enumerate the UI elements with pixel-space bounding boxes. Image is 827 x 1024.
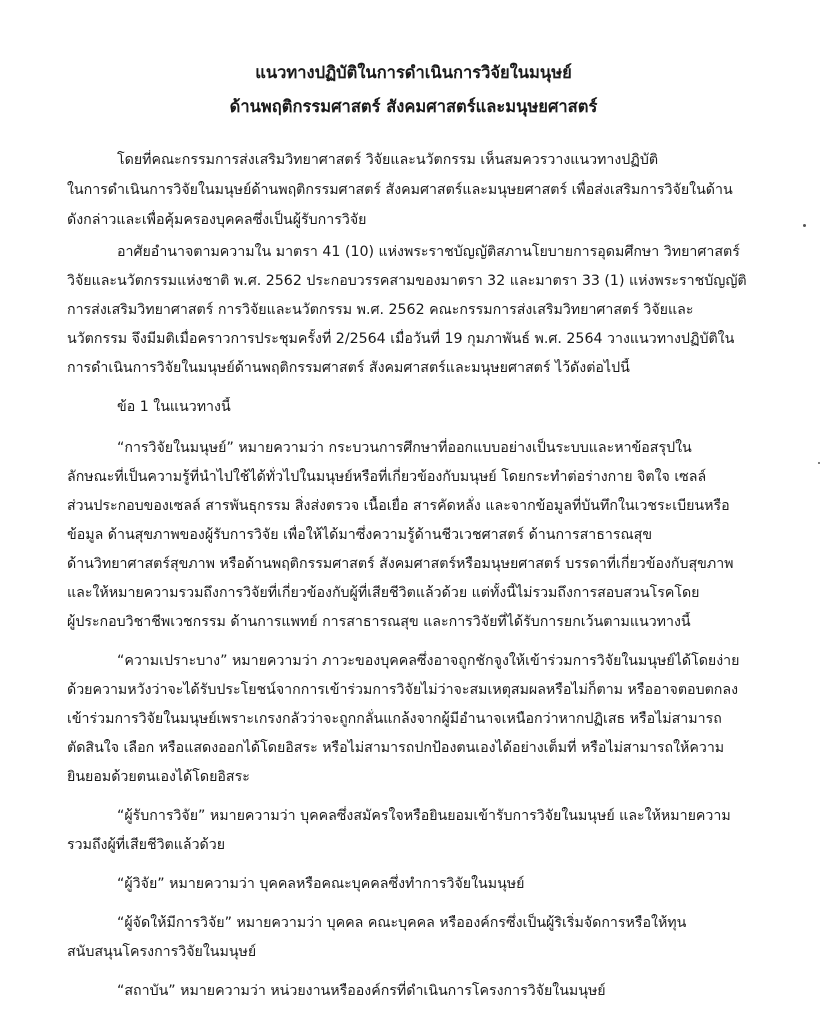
definition-line: “ผู้รับการวิจัย” หมายความว่า บุคคลซึ่งสมัครใจหรือยินยอมเข้ารับการวิจัยในมนุษย์ และให้หมายความ <box>117 808 731 824</box>
definition-line: รวมถึงผู้ที่เสียชีวิตแล้วด้วย <box>67 837 226 853</box>
definition-line: และให้หมายความรวมถึงการวิจัยที่เกี่ยวข้องกับผู้ที่เสียชีวิตแล้วด้วย แต่ทั้งนี้ไม่รวมถึงการสอบสวนโรคโดย <box>67 585 700 601</box>
paragraph-line: การดำเนินการวิจัยในมนุษย์ด้านพฤติกรรมศาสตร์ สังคมศาสตร์และมนุษยศาสตร์ ไว้ดังต่อไปนี้ <box>67 360 630 376</box>
definition-line: ข้อมูล ด้านสุขภาพของผู้รับการวิจัย เพื่อให้ได้มาซึ่งความรู้ด้านชีวเวชศาสตร์ ด้านการสาธารณสุข <box>67 527 653 543</box>
definition-line: ด้านวิทยาศาสตร์สุขภาพ หรือด้านพฤติกรรมศาสตร์ สังคมศาสตร์หรือมนุษยศาสตร์ บรรดาที่เกี่ยวข้องกับสุขภาพ <box>67 556 734 572</box>
definition-line: ส่วนประกอบของเซลล์ สารพันธุกรรม สิ่งส่งตรวจ เนื้อเยื่อ สารคัดหลั่ง และจากข้อมูลที่บันทึกในเวชระเบียนหรือ <box>67 498 730 514</box>
definition-line: ตัดสินใจ เลือก หรือแสดงออกได้โดยอิสระ หรือไม่สามารถปกป้องตนเองได้อย่างเต็มที่ หรือไม่สามารถให้ความ <box>67 740 725 756</box>
definition-line: “ผู้จัดให้มีการวิจัย” หมายความว่า บุคคล คณะบุคคล หรือองค์กรซึ่งเป็นผู้ริเริ่มจัดการหรือให้ทุน <box>117 915 687 931</box>
paragraph-line: ดังกล่าวและเพื่อคุ้มครองบุคคลซึ่งเป็นผู้รับการวิจัย <box>67 212 367 228</box>
definition-line: ยินยอมด้วยตนเองได้โดยอิสระ <box>67 769 250 785</box>
paragraph-line: ในการดำเนินการวิจัยในมนุษย์ด้านพฤติกรรมศาสตร์ สังคมศาสตร์และมนุษยศาสตร์ เพื่อส่งเสริมการวิจัยในด้าน <box>67 182 733 198</box>
definition-line: “การวิจัยในมนุษย์” หมายความว่า กระบวนการศึกษาที่ออกแบบอย่างเป็นระบบและหาข้อสรุปใน <box>117 440 692 456</box>
scan-speck <box>803 224 806 227</box>
definition-line: “สถาบัน” หมายความว่า หน่วยงานหรือองค์กรที่ดำเนินการโครงการวิจัยในมนุษย์ <box>117 983 606 999</box>
paragraph-line: การส่งเสริมวิทยาศาสตร์ การวิจัยและนวัตกรรม พ.ศ. 2562 คณะกรรมการส่งเสริมวิทยาศาสตร์ วิจัยและ <box>67 302 694 318</box>
definition-line: เข้าร่วมการวิจัยในมนุษย์เพราะเกรงกลัวว่าจะถูกกลั่นแกล้งจากผู้มีอำนาจเหนือกว่าหากปฏิเสธ หรือไม่สามารถ <box>67 711 722 727</box>
definition-line: ลักษณะที่เป็นความรู้ที่นำไปใช้ได้ทั่วไปในมนุษย์หรือที่เกี่ยวข้องกับมนุษย์ โดยกระทำต่อร่างกาย จิตใจ เซลล์ <box>67 469 707 485</box>
scan-speck <box>818 462 820 464</box>
definition-line: สนับสนุนโครงการวิจัยในมนุษย์ <box>67 944 257 960</box>
definition-line: “ผู้วิจัย” หมายความว่า บุคคลหรือคณะบุคคลซึ่งทำการวิจัยในมนุษย์ <box>117 876 525 892</box>
definition-line: ผู้ประกอบวิชาชีพเวชกรรม ด้านการแพทย์ การสาธารณสุข และการวิจัยที่ได้รับการยกเว้นตามแนวทางนี้ <box>67 614 691 630</box>
paragraph-line: นวัตกรรม จึงมีมติเมื่อคราวการประชุมครั้งที่ 2/2564 เมื่อวันที่ 19 กุมภาพันธ์ พ.ศ. 2564 วางแนวทางปฏิบัติใน <box>67 331 735 347</box>
document-title-line-1: แนวทางปฏิบัติในการดำเนินการวิจัยในมนุษย์ <box>255 63 572 82</box>
clause-heading: ข้อ 1 ในแนวทางนี้ <box>117 399 231 415</box>
definition-line: ด้วยความหวังว่าจะได้รับประโยชน์จากการเข้าร่วมการวิจัยไม่ว่าจะสมเหตุสมผลหรือไม่ก็ตาม หรืออาจตอบตกลง <box>67 682 739 698</box>
paragraph-line: วิจัยและนวัตกรรมแห่งชาติ พ.ศ. 2562 ประกอบวรรคสามของมาตรา 32 และมาตรา 33 (1) แห่งพระราชบัญญัติ <box>67 273 747 289</box>
paragraph-line: อาศัยอำนาจตามความใน มาตรา 41 (10) แห่งพระราชบัญญัติสภานโยบายการอุดมศึกษา วิทยาศาสตร์ <box>117 244 740 260</box>
paragraph-line: โดยที่คณะกรรมการส่งเสริมวิทยาศาสตร์ วิจัยและนวัตกรรม เห็นสมควรวางแนวทางปฏิบัติ <box>117 152 659 168</box>
document-title-line-2: ด้านพฤติกรรมศาสตร์ สังคมศาสตร์และมนุษยศาสตร์ <box>229 97 598 116</box>
definition-line: “ความเปราะบาง” หมายความว่า ภาวะของบุคคลซึ่งอาจถูกชักจูงให้เข้าร่วมการวิจัยในมนุษย์ได้โดยง่าย <box>117 653 740 669</box>
